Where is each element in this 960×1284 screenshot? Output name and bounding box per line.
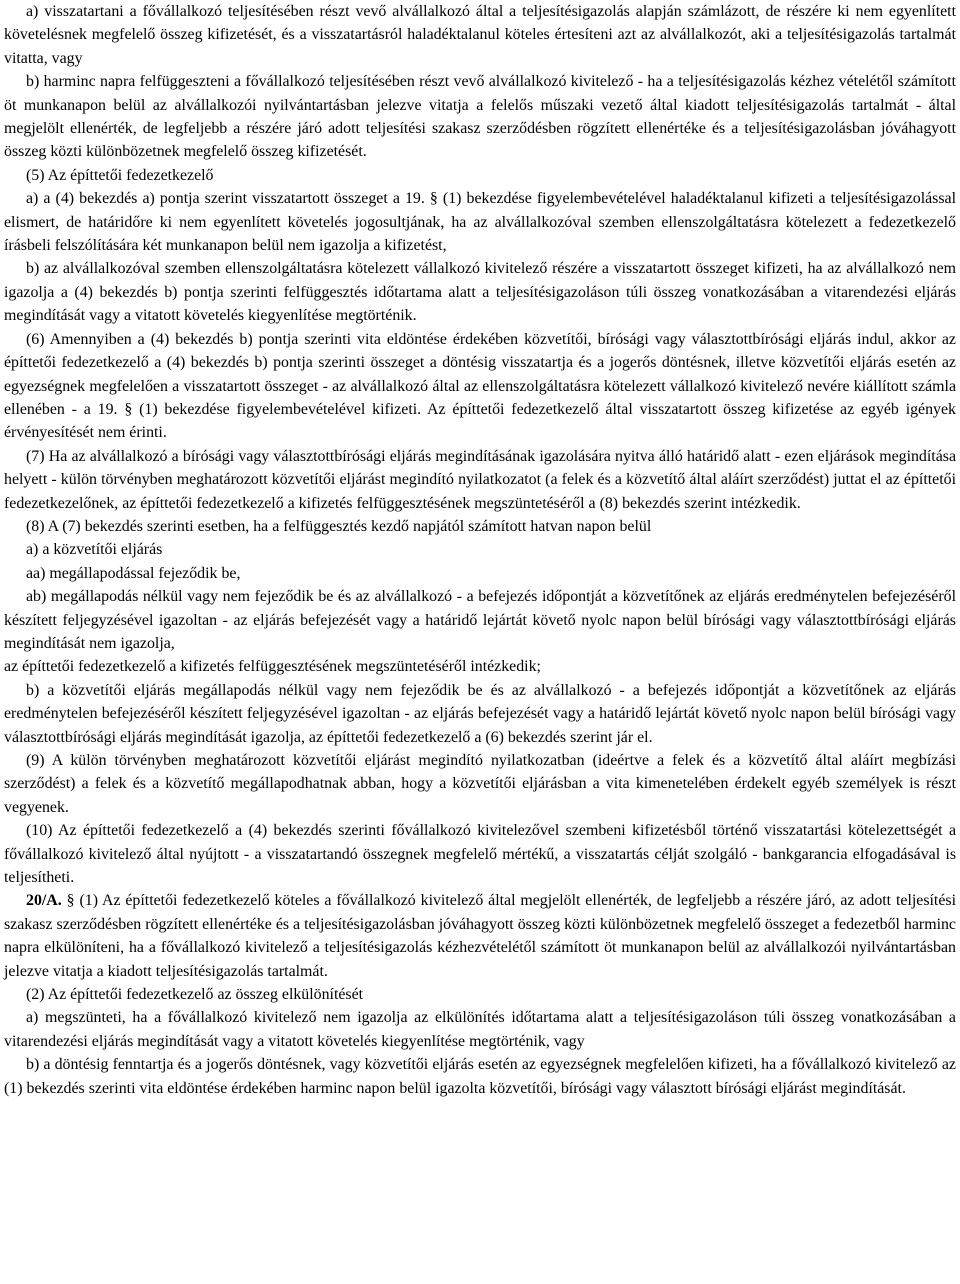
para-5a: a) a (4) bekezdés a) pontja szerint visszatartott összeget a 19. § (1) bekezdése figyelembevételével haladéktalanul kifizeti a teljesítésigazolással elismert, de határidőre ki nem egyenlített követelés jogosultjának, ha az alvállalkozóval szemben ellenszolgáltatásra kötelezett a fedezetkezelő írásbeli felszólítására két munkanapon belül nem igazolja a kifizetést, bbox=[4, 190, 956, 255]
para-5b: b) az alvállalkozóval szemben ellenszolgáltatásra kötelezett vállalkozó kivitelező részére a visszatartott összeget kifizeti, ha az alvállalkozó nem igazolja a (4) bekezdés b) pontja szerinti felfüggesztés időtartama alatt a teljesítésigazoláson túli összeg vonatkozásában a vitarendezési eljárás megindítását vagy a vitatott követelés kiegyenlítése megtörténik. bbox=[4, 260, 956, 325]
para-4b: b) harminc napra felfüggeszteni a fővállalkozó teljesítésében részt vevő alvállalkozó kivitelező - ha a teljesítésigazolás kézhez vételétől számított öt munkanapon belül az alvállalkozói nyilvántartásban jelezve vitatja a felelős műszaki vezető által kiadott teljesítésigazolás tartalmát - által megjelölt ellenérték, de legfeljebb a részére járó adott teljesítési szakasz szerződésben rögzített ellenértéke és a teljesítésigazolásban jóváhagyott összeg közti különbözetnek megfelelő összeg kifizetését. bbox=[4, 73, 956, 161]
para-4a: a) visszatartani a fővállalkozó teljesítésében részt vevő alvállalkozó által a teljesítésigazolás alapján számlázott, de részére ki nem egyenlített követelésnek megfelelő összeg kifizetését, és a visszatartásról haladéktalanul köteles értesíteni azt az alvállalkozót, aki a teljesítésigazolás tartalmát vitatta, vagy bbox=[4, 3, 956, 67]
para-5-heading: (5) Az építtetői fedezetkezelő bbox=[26, 166, 214, 184]
para-20a-1 bbox=[4, 889, 956, 983]
para-8-closing: az építtetői fedezetkezelő a kifizetés felfüggesztésének megszüntetéséről intézkedik; bbox=[4, 658, 541, 676]
para-8-heading: (8) A (7) bekezdés szerinti esetben, ha a felfüggesztés kezdő napjától számított hatvan napon belül bbox=[26, 517, 652, 535]
para-20a-2b: b) a döntésig fenntartja és a jogerős döntésnek, vagy közvetítői eljárás esetén az egyezségnek megfelelően kifizeti, ha a fővállalkozó kivitelező az (1) bekezdés szerinti vita eldöntése érdekében harminc napon belül igazolta közvetítői, bírósági vagy választott bírósági eljárást megindítását. bbox=[4, 1056, 956, 1097]
para-8ab: ab) megállapodás nélkül vagy nem fejeződik be és az alvállalkozó - a befejezés időpontját a közvetítőnek az eljárás eredménytelen befejezéséről készített feljegyzésével igazoltan - az eljárás befejezését vagy a határidő lejártát követő nyolc napon belül bírósági vagy választottbírósági eljárás megindítását nem igazolja, bbox=[4, 588, 956, 652]
para-9: (9) A külön törvényben meghatározott közvetítői eljárást megindító nyilatkozatban (ideértve a felek és a közvetítő által aláírt megbízási szerződést) a felek és a közvetítő megállapodhatnak abban, hogy a közvetítői eljárásban a vita kimenetelében érdekelt egyéb személyek is részt vegyenek. bbox=[4, 752, 956, 816]
para-6: (6) Amennyiben a (4) bekezdés b) pontja szerinti vita eldöntése érdekében közvetítői, bírósági vagy választottbírósági eljárás indul, akkor az építtetői fedezetkezelő a (4) bekezdés b) pontja szerinti összeget a döntésig visszatartja és a jogerős döntésnek, illetve közvetítői eljárás esetén az egyezségnek megfelelően a visszatartott összeget - az alvállalkozó által az ellenszolgáltatásra kötelezett vállalkozó kivitelező nevére kiállított számla ellenében - a 19. § (1) bekezdése figyelembevételével kifizeti. Az építtetői fedezetkezelő által visszatartott összeg kifizetése az egyéb igények érvényesítését nem érinti. bbox=[4, 330, 956, 442]
para-8aa: aa) megállapodással fejeződik be, bbox=[26, 564, 241, 582]
section-heading: 20/A. bbox=[26, 892, 62, 910]
section-body: § (1) Az építtetői fedezetkezelő köteles a fővállalkozó kivitelező által megjelölt ellenérték, de legfeljebb a részére járó, az adott teljesítési szakasz szerződésben rögzített ellenértéke és a teljesítésigazolásban jóváhagyott összeg közti különbözetnek megfelelő összeget a fedezetből harminc napra elkülöníteni, ha a fővállalkozó kivitelező a teljesítésigazolás kézhezvételétől számított öt munkanapon belül az alvállalkozói nyilvántartásban jelezve vitatja a kiadott teljesítésigazolás tartalmát. bbox=[4, 892, 956, 980]
para-8b: b) a közvetítői eljárás megállapodás nélkül vagy nem fejeződik be és az alvállalkozó - a befejezés időpontját a közvetítőnek az eljárás eredménytelen befejezéséről készített feljegyzésével igazoltan - az eljárás befejezését vagy a határidő lejártát követő nyolc napon belül bírósági vagy választottbírósági eljárás megindítását igazolja, az építtetői fedezetkezelő a (6) bekezdés szerint jár el. bbox=[4, 681, 956, 746]
para-10: (10) Az építtetői fedezetkezelő a (4) bekezdés szerinti fővállalkozó kivitelezővel szembeni kifizetésből történő visszatartási kötelezettségét a fővállalkozó kivitelező által nyújtott - a visszatartandó összegnek megfelelő mértékű, a visszatartás célját szolgáló - bankgarancia elfogadásával is teljesítheti. bbox=[4, 822, 956, 887]
para-20a-2-heading: (2) Az építtetői fedezetkezelő az összeg elkülönítését bbox=[26, 986, 364, 1004]
para-20a-2a: a) megszünteti, ha a fővállalkozó kivitelező nem igazolja az elkülönítés időtartama alatt a teljesítésigazoláson túli összeg vonatkozásában a vitarendezési eljárás megindítását vagy a vitatott követelés kiegyenlítése megtörténik, vagy bbox=[4, 1009, 956, 1050]
para-8a: a) a közvetítői eljárás bbox=[26, 541, 163, 559]
para-7: (7) Ha az alvállalkozó a bírósági vagy választottbírósági eljárás megindításának igazolására nyitva álló határidő alatt - ezen eljárások megindítása helyett - külön törvényben meghatározott közvetítői eljárást megindító nyilatkozatot (a felek és a közvetítő által aláírt szerződést) juttat el az építtetői fedezetkezelőnek, az építtetői fedezetkezelő a kifizetés felfüggesztésének megszüntetéséről a (8) bekezdés szerint intézkedik. bbox=[4, 447, 956, 512]
